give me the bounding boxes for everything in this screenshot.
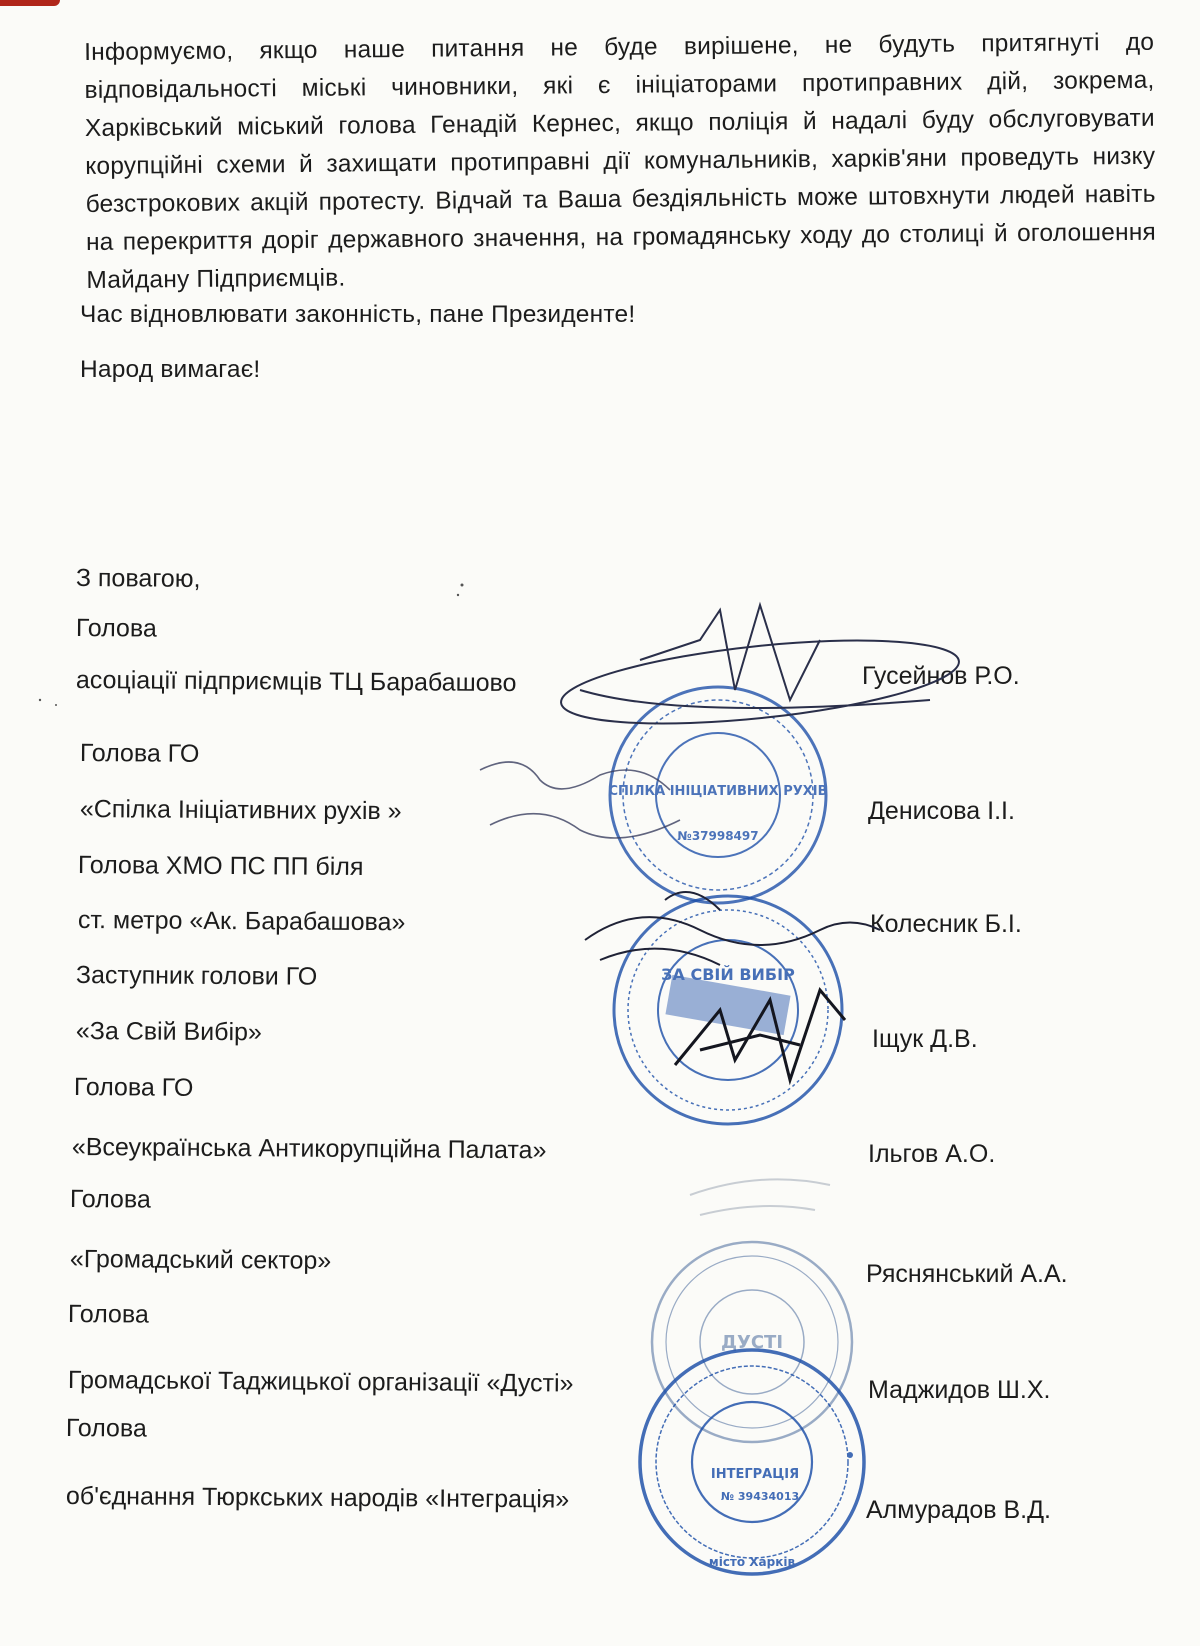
signatory-7-role: Голова [67, 1300, 149, 1329]
signatory-3-organization: ст. метро «Ак. Барабашова» [77, 906, 406, 937]
signatory-8-name: Алмурадов В.Д. [866, 1496, 1051, 1524]
signatory-6-name: Ряснянський А.А. [866, 1260, 1068, 1288]
signatory-1-organization: асоціації підприємців ТЦ Барабашово [75, 666, 517, 698]
stamp-faint-gromadskyi [690, 1179, 830, 1215]
stray-marks [39, 584, 464, 707]
signatory-8-role: Голова [65, 1414, 147, 1443]
signatory-2-role: Голова ГО [79, 739, 200, 768]
signatory-5-name: Ільгов А.О. [868, 1140, 996, 1168]
signatory-5-organization: «Всеукраїнська Антикорупційна Палата» [71, 1133, 547, 1165]
stamp-3-center-text: ДУСТІ [720, 1332, 784, 1353]
signatory-1-name: Гусейнов Р.О. [862, 662, 1020, 690]
signatory-8-organization: об'єднання Тюркських народів «Інтеграція» [65, 1482, 570, 1514]
signatory-3-role: Голова ХМО ПС ПП біля [77, 851, 364, 881]
stamp-2-center-text: ЗА СВІЙ ВИБІР [661, 965, 795, 984]
signatory-7-name: Маджидов Ш.Х. [868, 1376, 1051, 1404]
signature-guseynov [557, 605, 962, 739]
signature-denysova [480, 762, 680, 838]
closing-text: З повагою, [75, 564, 201, 593]
stamp-spilka [608, 687, 827, 903]
signatory-4-role: Заступник голови ГО [75, 961, 318, 991]
body-paragraph: Інформуємо, якщо наше питання не буде вирішене, не будуть притягнуті до відповідальності міські чиновники, які є ініціаторами протиправних дій, зокрема, Харківський міський голова Генадій Кернес, якщо поліція й надалі буду обслуговувати корупційні схеми й захищати протиправні дії комунальників, харків'яни проведуть низку безстрокових акцій протесту. Відчай та Ваша бездіяльність може штовхнути людей навіть на перекриття доріг державного значення, на громадянську ходу до столиці й оголошення Майдану Підприємців. [84, 28, 1157, 294]
stamp-4-center-text: ІНТЕГРАЦІЯ [710, 1467, 800, 1482]
stamp-integratsiya [640, 1350, 864, 1574]
signatory-6-organization: «Громадський сектор» [69, 1245, 332, 1275]
stamp-1-center-text: СПІЛКА ІНІЦІАТИВНИХ РУХІВ [608, 784, 828, 799]
stamp-4-code-text: № 39434013 [720, 1490, 800, 1503]
signatory-7-organization: Громадської Таджицької організації «Дусті» [67, 1366, 574, 1398]
stamp-za-sviy-vybir [614, 896, 842, 1124]
signatory-3-name: Колесник Б.І. [870, 910, 1022, 938]
signatory-2-name: Денисова І.І. [868, 797, 1015, 825]
demands-line: Народ вимагає! [80, 356, 261, 383]
signatory-5-role: Голова ГО [73, 1073, 194, 1102]
stamp-dusti [652, 1242, 852, 1442]
signatory-4-name: Іщук Д.В. [872, 1025, 978, 1053]
president-line: Час відновлювати законність, пане Президенте! [80, 301, 636, 328]
signatory-1-role: Голова [75, 614, 157, 643]
signatory-4-organization: «За Свій Вибір» [75, 1017, 262, 1047]
stamp-4-city-text: місто Харків [708, 1555, 796, 1569]
stamp-1-code-text: №37998497 [677, 829, 759, 843]
signatory-2-organization: «Спілка Ініціативних рухів » [79, 795, 402, 826]
signatory-6-role: Голова [69, 1185, 151, 1214]
